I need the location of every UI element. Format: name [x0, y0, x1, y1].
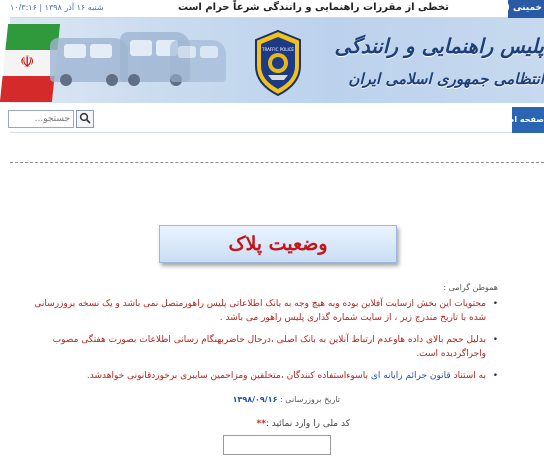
- notice-text: به استناد: [450, 371, 486, 381]
- police-car-image: [170, 40, 226, 82]
- notice-text: باسوءاستفاده کنندگان ،متخلفین ومزاحمین سایبری برخوردقانونی خواهدشد.: [86, 371, 371, 381]
- site-subtitle: انتظامی جمهوری اسلامی ایران: [348, 70, 544, 88]
- update-label: تاریخ بروزرسانی :: [280, 395, 340, 404]
- page-title: وضعیت پلاک: [228, 233, 328, 255]
- site-title: پلیس راهنمایی و رانندگی: [334, 34, 544, 58]
- notice-list: [28, 297, 498, 391]
- notice-text: بدلیل حجم بالای داده هاوعدم ارتباط آنلاین به بانک اصلی ،درحال حاضربهنگام رسانی اطلاعات بصورت هفتگی مصوب واجراگردیده است.: [52, 335, 486, 359]
- page-title-box: [159, 225, 397, 263]
- cyber-crime-law-link[interactable]: قانون جرائم رایانه ای: [370, 371, 451, 381]
- top-bar: [10, 0, 544, 18]
- notice-text: محتویات این بخش ازسایت آفلاین بوده وبه هیچ وجه به بانک اطلاعاتی پلیس راهورمتصل نمی باشد و یک نسخه بروزرسانی شده با تاریخ مندرج زیر ، از سایت شماره گذاری پلیس راهور می باشد .: [34, 299, 486, 323]
- flag-emblem-icon: ☫: [20, 52, 35, 71]
- list-item: [28, 333, 498, 361]
- national-code-input[interactable]: [223, 435, 331, 455]
- logo-text: TRAFFIC POLICE: [262, 47, 294, 52]
- bullet-icon: •: [492, 299, 498, 309]
- divider: [10, 162, 544, 163]
- search-button[interactable]: [76, 110, 94, 128]
- bullet-icon: •: [492, 371, 498, 381]
- national-code-label-text: کد ملی را وارد نمائید :: [265, 419, 350, 429]
- slogan-text: تخطی از مقررات راهنمایی و رانندگی شرعاً حرام است: [178, 2, 449, 13]
- update-value: ۱۳۹۸/۰۹/۱۶: [232, 395, 278, 404]
- police-car-image: [50, 38, 128, 82]
- national-code-label: [240, 419, 350, 429]
- header-banner: [10, 18, 544, 103]
- date-time: شنبه ۱۶ آذر ۱۳۹۸ | ۱۰/۳:۱۶: [10, 3, 104, 12]
- search-icon: [79, 112, 91, 124]
- greeting-text: هموطن گرامی :: [443, 283, 498, 292]
- nav-bar: [10, 103, 544, 133]
- required-marker: **: [256, 419, 266, 429]
- external-link[interactable]: خمینی (ره): [508, 0, 544, 18]
- nav-home-button[interactable]: صفحه اصلی: [512, 107, 544, 133]
- list-item: [28, 297, 498, 325]
- search-input[interactable]: [8, 110, 74, 128]
- list-item: [28, 369, 498, 383]
- bullet-icon: •: [492, 335, 498, 345]
- update-date: [220, 395, 340, 404]
- traffic-police-logo: [254, 30, 302, 96]
